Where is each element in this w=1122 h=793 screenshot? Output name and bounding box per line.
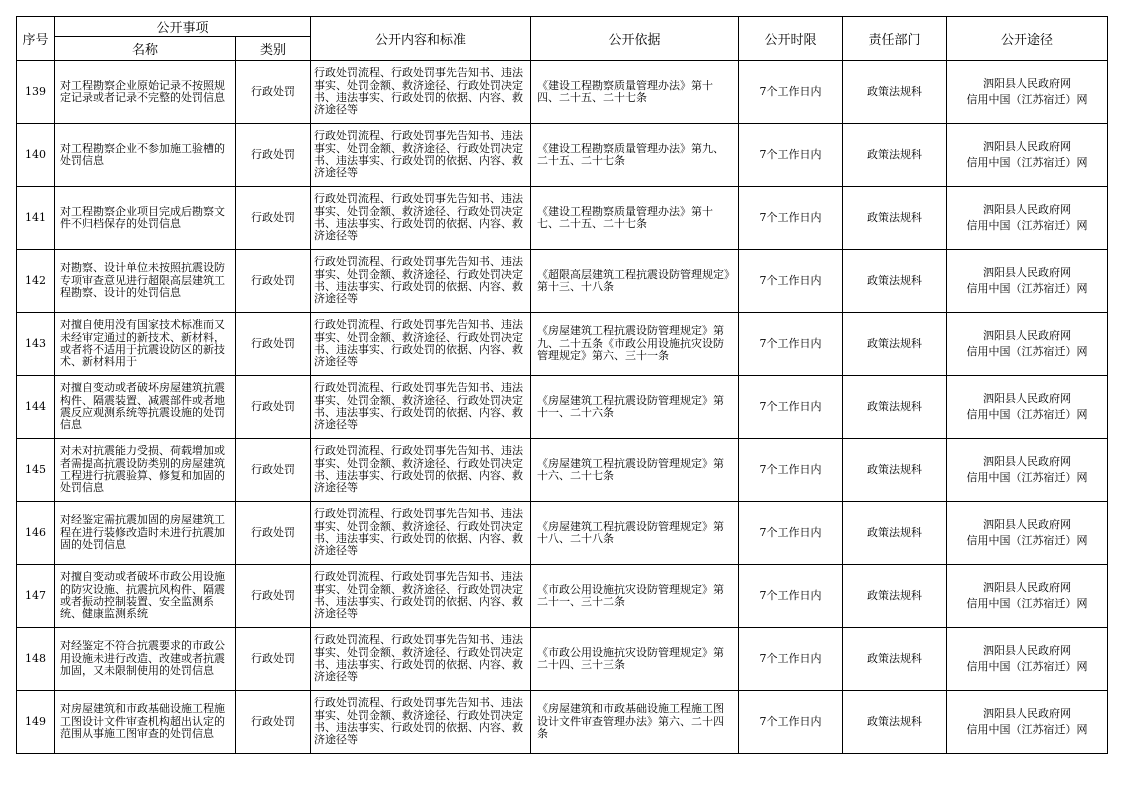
item-channel [947, 691, 1108, 754]
item-type: 行政处罚 [236, 250, 311, 313]
row-number: 146 [17, 502, 55, 565]
header-matter: 公开事项 [55, 17, 311, 37]
item-time-limit: 7个工作日内 [739, 187, 843, 250]
item-time-limit: 7个工作日内 [739, 376, 843, 439]
channel-credit-site: 信用中国（江苏宿迁）网 [966, 156, 1088, 169]
item-name: 对擅自变动或者破坏市政公用设施的防灾设施、抗震抗风构件、隔震或者振动控制装置、安全监测系统、健康监测系统 [55, 565, 236, 628]
item-type: 行政处罚 [236, 376, 311, 439]
table-row [17, 124, 1108, 187]
channel-gov-site: 泗阳县人民政府网 [983, 644, 1072, 657]
table-row [17, 502, 1108, 565]
channel-credit-site: 信用中国（江苏宿迁）网 [966, 534, 1088, 547]
table-row [17, 691, 1108, 754]
item-time-limit: 7个工作日内 [739, 313, 843, 376]
item-channel [947, 250, 1108, 313]
channel-gov-site: 泗阳县人民政府网 [983, 203, 1072, 216]
item-content: 行政处罚流程、行政处罚事先告知书、违法事实、处罚金额、救济途径、行政处罚决定书、违法事实、行政处罚的依据、内容、救济途径等 [311, 61, 531, 124]
disclosure-table [16, 16, 1108, 754]
item-basis: 《市政公用设施抗灾设防管理规定》第二十四、三十三条 [531, 628, 739, 691]
header-seq: 序号 [17, 17, 55, 61]
item-basis: 《市政公用设施抗灾设防管理规定》第二十一、三十二条 [531, 565, 739, 628]
channel-credit-site: 信用中国（江苏宿迁）网 [966, 660, 1088, 673]
row-number: 139 [17, 61, 55, 124]
header-basis: 公开依据 [531, 17, 739, 61]
item-basis: 《建设工程勘察质量管理办法》第九、二十五、二十七条 [531, 124, 739, 187]
item-basis: 《房屋建筑工程抗震设防管理规定》第十八、二十八条 [531, 502, 739, 565]
item-time-limit: 7个工作日内 [739, 565, 843, 628]
item-name: 对工程勘察企业项目完成后勘察文件不归档保存的处罚信息 [55, 187, 236, 250]
row-number: 147 [17, 565, 55, 628]
item-content: 行政处罚流程、行政处罚事先告知书、违法事实、处罚金额、救济途径、行政处罚决定书、违法事实、行政处罚的依据、内容、救济途径等 [311, 691, 531, 754]
item-type: 行政处罚 [236, 691, 311, 754]
item-channel [947, 628, 1108, 691]
item-content: 行政处罚流程、行政处罚事先告知书、违法事实、处罚金额、救济途径、行政处罚决定书、违法事实、行政处罚的依据、内容、救济途径等 [311, 376, 531, 439]
item-basis: 《房屋建筑工程抗震设防管理规定》第九、二十五条《市政公用设施抗灾设防管理规定》第六、三十一条 [531, 313, 739, 376]
channel-credit-site: 信用中国（江苏宿迁）网 [966, 597, 1088, 610]
item-content: 行政处罚流程、行政处罚事先告知书、违法事实、处罚金额、救济途径、行政处罚决定书、违法事实、行政处罚的依据、内容、救济途径等 [311, 628, 531, 691]
item-dept: 政策法规科 [843, 565, 947, 628]
table-row [17, 61, 1108, 124]
item-name: 对擅自变动或者破坏房屋建筑抗震构件、隔震装置、减震部件或者地震反应观测系统等抗震设施的处罚信息 [55, 376, 236, 439]
table-row [17, 313, 1108, 376]
item-content: 行政处罚流程、行政处罚事先告知书、违法事实、处罚金额、救济途径、行政处罚决定书、违法事实、行政处罚的依据、内容、救济途径等 [311, 502, 531, 565]
row-number: 141 [17, 187, 55, 250]
item-type: 行政处罚 [236, 439, 311, 502]
item-time-limit: 7个工作日内 [739, 502, 843, 565]
item-type: 行政处罚 [236, 313, 311, 376]
item-name: 对经鉴定不符合抗震要求的市政公用设施未进行改造、改建或者抗震加固，又未限制使用的处罚信息 [55, 628, 236, 691]
item-channel [947, 313, 1108, 376]
channel-gov-site: 泗阳县人民政府网 [983, 266, 1072, 279]
item-basis: 《超限高层建筑工程抗震设防管理规定》第十三、十八条 [531, 250, 739, 313]
item-time-limit: 7个工作日内 [739, 124, 843, 187]
item-name: 对擅自使用没有国家技术标准而又未经审定通过的新技术、新材料，或者将不适用于抗震设防区的新技术、新材料用于 [55, 313, 236, 376]
item-name: 对未对抗震能力受损、荷载增加或者需提高抗震设防类别的房屋建筑工程进行抗震验算、修复和加固的处罚信息 [55, 439, 236, 502]
item-time-limit: 7个工作日内 [739, 628, 843, 691]
item-content: 行政处罚流程、行政处罚事先告知书、违法事实、处罚金额、救济途径、行政处罚决定书、违法事实、行政处罚的依据、内容、救济途径等 [311, 250, 531, 313]
item-channel [947, 61, 1108, 124]
channel-gov-site: 泗阳县人民政府网 [983, 392, 1072, 405]
item-dept: 政策法规科 [843, 313, 947, 376]
item-content: 行政处罚流程、行政处罚事先告知书、违法事实、处罚金额、救济途径、行政处罚决定书、违法事实、行政处罚的依据、内容、救济途径等 [311, 187, 531, 250]
item-dept: 政策法规科 [843, 439, 947, 502]
item-type: 行政处罚 [236, 628, 311, 691]
header-type: 类别 [236, 37, 311, 61]
channel-gov-site: 泗阳县人民政府网 [983, 77, 1072, 90]
item-dept: 政策法规科 [843, 376, 947, 439]
item-type: 行政处罚 [236, 565, 311, 628]
item-type: 行政处罚 [236, 187, 311, 250]
row-number: 140 [17, 124, 55, 187]
channel-gov-site: 泗阳县人民政府网 [983, 581, 1072, 594]
item-name: 对工程勘察企业原始记录不按照规定记录或者记录不完整的处罚信息 [55, 61, 236, 124]
table-row [17, 628, 1108, 691]
table-row [17, 376, 1108, 439]
item-channel [947, 124, 1108, 187]
table-row [17, 439, 1108, 502]
item-basis: 《房屋建筑工程抗震设防管理规定》第十一、二十六条 [531, 376, 739, 439]
channel-gov-site: 泗阳县人民政府网 [983, 455, 1072, 468]
table-row [17, 565, 1108, 628]
header-name: 名称 [55, 37, 236, 61]
header-content: 公开内容和标准 [311, 17, 531, 61]
item-time-limit: 7个工作日内 [739, 439, 843, 502]
item-dept: 政策法规科 [843, 61, 947, 124]
item-time-limit: 7个工作日内 [739, 691, 843, 754]
item-name: 对工程勘察企业不参加施工验槽的处罚信息 [55, 124, 236, 187]
row-number: 142 [17, 250, 55, 313]
item-dept: 政策法规科 [843, 187, 947, 250]
item-type: 行政处罚 [236, 61, 311, 124]
header-dept: 责任部门 [843, 17, 947, 61]
item-channel [947, 502, 1108, 565]
item-dept: 政策法规科 [843, 691, 947, 754]
item-dept: 政策法规科 [843, 250, 947, 313]
item-channel [947, 565, 1108, 628]
item-channel [947, 439, 1108, 502]
channel-credit-site: 信用中国（江苏宿迁）网 [966, 345, 1088, 358]
item-dept: 政策法规科 [843, 502, 947, 565]
row-number: 145 [17, 439, 55, 502]
row-number: 148 [17, 628, 55, 691]
table-row [17, 187, 1108, 250]
item-dept: 政策法规科 [843, 124, 947, 187]
item-basis: 《建设工程勘察质量管理办法》第十四、二十五、二十七条 [531, 61, 739, 124]
item-name: 对经鉴定需抗震加固的房屋建筑工程在进行装修改造时未进行抗震加固的处罚信息 [55, 502, 236, 565]
channel-gov-site: 泗阳县人民政府网 [983, 518, 1072, 531]
item-content: 行政处罚流程、行政处罚事先告知书、违法事实、处罚金额、救济途径、行政处罚决定书、违法事实、行政处罚的依据、内容、救济途径等 [311, 565, 531, 628]
item-basis: 《房屋建筑和市政基础设施工程施工图设计文件审查管理办法》第六、二十四条 [531, 691, 739, 754]
item-type: 行政处罚 [236, 502, 311, 565]
item-name: 对勘察、设计单位未按照抗震设防专项审查意见进行超限高层建筑工程勘察、设计的处罚信息 [55, 250, 236, 313]
header-time-limit: 公开时限 [739, 17, 843, 61]
item-dept: 政策法规科 [843, 628, 947, 691]
channel-credit-site: 信用中国（江苏宿迁）网 [966, 93, 1088, 106]
item-time-limit: 7个工作日内 [739, 61, 843, 124]
table-row [17, 250, 1108, 313]
item-basis: 《建设工程勘察质量管理办法》第十七、二十五、二十七条 [531, 187, 739, 250]
row-number: 149 [17, 691, 55, 754]
item-channel [947, 376, 1108, 439]
channel-gov-site: 泗阳县人民政府网 [983, 329, 1072, 342]
row-number: 143 [17, 313, 55, 376]
channel-gov-site: 泗阳县人民政府网 [983, 140, 1072, 153]
header-channel: 公开途径 [947, 17, 1108, 61]
item-time-limit: 7个工作日内 [739, 250, 843, 313]
item-channel [947, 187, 1108, 250]
row-number: 144 [17, 376, 55, 439]
channel-credit-site: 信用中国（江苏宿迁）网 [966, 282, 1088, 295]
item-basis: 《房屋建筑工程抗震设防管理规定》第十六、二十七条 [531, 439, 739, 502]
item-name: 对房屋建筑和市政基础设施工程施工图设计文件审查机构超出认定的范围从事施工图审查的处罚信息 [55, 691, 236, 754]
channel-credit-site: 信用中国（江苏宿迁）网 [966, 723, 1088, 736]
item-content: 行政处罚流程、行政处罚事先告知书、违法事实、处罚金额、救济途径、行政处罚决定书、违法事实、行政处罚的依据、内容、救济途径等 [311, 439, 531, 502]
item-content: 行政处罚流程、行政处罚事先告知书、违法事实、处罚金额、救济途径、行政处罚决定书、违法事实、行政处罚的依据、内容、救济途径等 [311, 313, 531, 376]
item-content: 行政处罚流程、行政处罚事先告知书、违法事实、处罚金额、救济途径、行政处罚决定书、违法事实、行政处罚的依据、内容、救济途径等 [311, 124, 531, 187]
item-type: 行政处罚 [236, 124, 311, 187]
channel-gov-site: 泗阳县人民政府网 [983, 707, 1072, 720]
channel-credit-site: 信用中国（江苏宿迁）网 [966, 219, 1088, 232]
channel-credit-site: 信用中国（江苏宿迁）网 [966, 408, 1088, 421]
channel-credit-site: 信用中国（江苏宿迁）网 [966, 471, 1088, 484]
